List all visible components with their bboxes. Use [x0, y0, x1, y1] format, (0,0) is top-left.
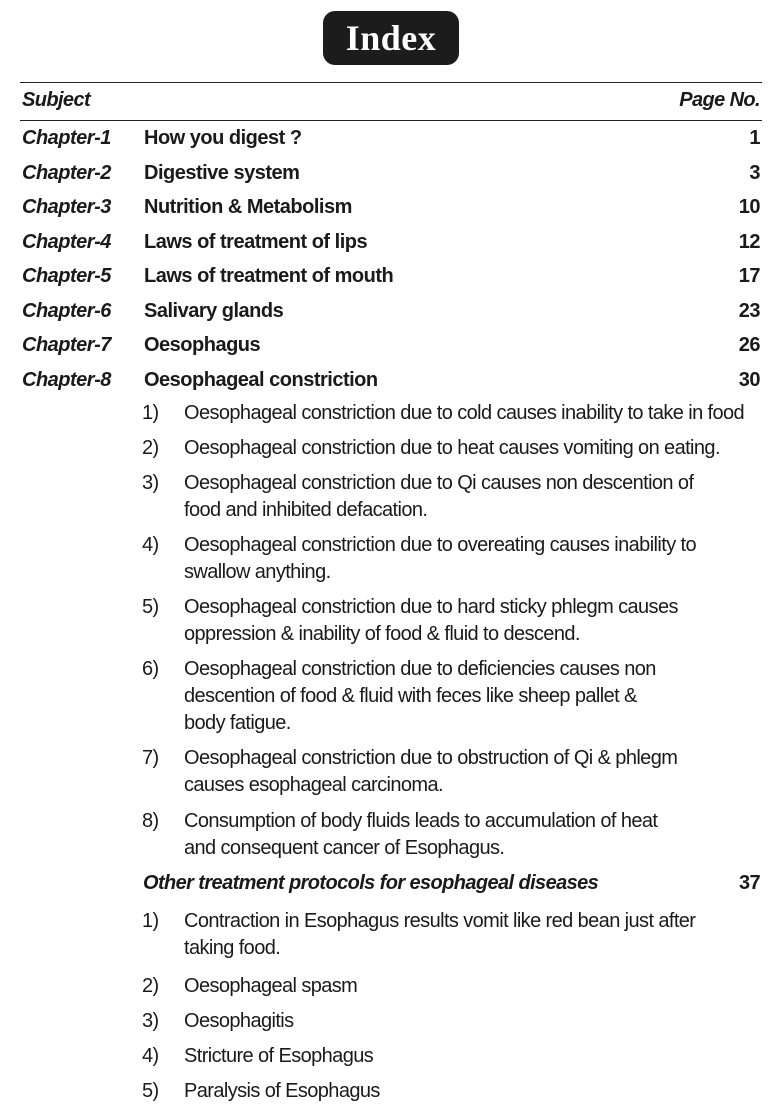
- item-number: 5): [142, 596, 159, 618]
- chapter-page: 23: [738, 299, 760, 322]
- item-number: 3): [142, 1010, 159, 1032]
- subject-header: Subject: [22, 89, 91, 111]
- chapter-list: [0, 125, 780, 401]
- item-text: [184, 470, 764, 524]
- item-line: Oesophageal constriction due to obstruction of Qi & phlegm: [184, 747, 678, 769]
- chapter-title: Oesophagus: [144, 334, 261, 356]
- item-number: 1): [142, 402, 159, 424]
- item-line: causes esophageal carcinoma.: [184, 774, 443, 796]
- chapter-page: 3: [749, 161, 760, 184]
- item-line: Oesophageal constriction due to Qi causes non descention of: [184, 472, 694, 494]
- item-line: Contraction in Esophagus results vomit like red bean just after: [184, 910, 696, 932]
- item-number: 1): [142, 910, 159, 932]
- item-number: 5): [142, 1080, 159, 1102]
- chapter-title: Laws of treatment of mouth: [144, 265, 394, 287]
- item-line: Stricture of Esophagus: [184, 1045, 374, 1067]
- chapter-row: [0, 298, 780, 333]
- item-number: 7): [142, 747, 159, 769]
- chapter-label: Chapter-3: [22, 196, 111, 218]
- item-line: taking food.: [184, 937, 281, 959]
- chapter-label: Chapter-6: [22, 299, 111, 322]
- item-line: food and inhibited defacation.: [184, 499, 428, 521]
- item-line: and consequent cancer of Esophagus.: [184, 837, 505, 859]
- item-line: Consumption of body fluids leads to accumulation of heat: [184, 810, 658, 832]
- item-text: [184, 908, 764, 962]
- chapter-row: [0, 263, 780, 298]
- chapter-row: [0, 332, 780, 367]
- chapter-row: [0, 160, 780, 195]
- item-line: descention of food & fluid with feces like sheep pallet &: [184, 685, 637, 707]
- chapter-title: Nutrition & Metabolism: [144, 196, 352, 218]
- chapter-page: 30: [738, 368, 760, 391]
- header-bottom-rule: [20, 120, 762, 121]
- item-number: 4): [142, 1045, 159, 1067]
- section-title: Other treatment protocols for esophageal diseases: [143, 872, 599, 894]
- chapter-page: 12: [738, 230, 760, 253]
- item-line: swallow anything.: [184, 561, 331, 583]
- item-line: Oesophageal constriction due to deficiencies causes non: [184, 658, 656, 680]
- item-text: [184, 532, 764, 586]
- item-text: [184, 745, 764, 799]
- chapter-title: Digestive system: [144, 161, 300, 184]
- chapter-row: [0, 229, 780, 264]
- item-number: 2): [142, 975, 159, 997]
- chapter-label: Chapter-7: [22, 334, 111, 356]
- item-line: Oesophageal constriction due to cold causes inability to take in food: [184, 402, 745, 424]
- item-number: 3): [142, 472, 159, 494]
- chapter-title: How you digest ?: [144, 127, 302, 149]
- item-number: 4): [142, 534, 159, 556]
- item-line: Oesophagitis: [184, 1010, 294, 1032]
- item-text: [184, 1008, 764, 1035]
- chapter-row: [0, 125, 780, 160]
- chapter-title: Oesophageal constriction: [144, 368, 378, 391]
- chapter-label: Chapter-4: [22, 230, 111, 253]
- chapter-page: 17: [738, 265, 760, 287]
- item-line: Oesophageal constriction due to overeating causes inability to: [184, 534, 697, 556]
- chapter-label: Chapter-8: [22, 368, 111, 391]
- item-text: [184, 656, 764, 737]
- item-line: Oesophageal spasm: [184, 975, 358, 997]
- item-line: body fatigue.: [184, 712, 291, 734]
- item-line: Oesophageal constriction due to heat causes vomiting on eating.: [184, 437, 720, 459]
- item-text: [184, 808, 764, 862]
- header-top-rule: [20, 82, 762, 83]
- item-number: 8): [142, 810, 159, 832]
- item-text: [184, 1043, 764, 1070]
- chapter-page: 1: [749, 127, 760, 149]
- chapter-page: 10: [738, 196, 760, 218]
- item-number: 6): [142, 658, 159, 680]
- index-title: Index: [323, 11, 459, 65]
- item-line: Oesophageal constriction due to hard sticky phlegm causes: [184, 596, 678, 618]
- chapter-row: [0, 367, 780, 402]
- item-text: [184, 594, 764, 648]
- item-text: [184, 1078, 764, 1105]
- item-line: Paralysis of Esophagus: [184, 1080, 380, 1102]
- item-number: 2): [142, 437, 159, 459]
- chapter-title: Laws of treatment of lips: [144, 230, 368, 253]
- item-line: oppression & inability of food & fluid to descend.: [184, 623, 580, 645]
- page-no-header: Page No.: [679, 89, 760, 111]
- chapter-title: Salivary glands: [144, 299, 284, 322]
- item-text: [184, 973, 764, 1000]
- chapter-label: Chapter-5: [22, 265, 111, 287]
- chapter-row: [0, 194, 780, 229]
- item-text: [184, 435, 764, 462]
- chapter-label: Chapter-2: [22, 161, 111, 184]
- chapter-page: 26: [738, 334, 760, 356]
- section-page: 37: [738, 872, 760, 894]
- chapter-label: Chapter-1: [22, 127, 111, 149]
- section-heading: [0, 872, 780, 902]
- item-text: [184, 400, 764, 427]
